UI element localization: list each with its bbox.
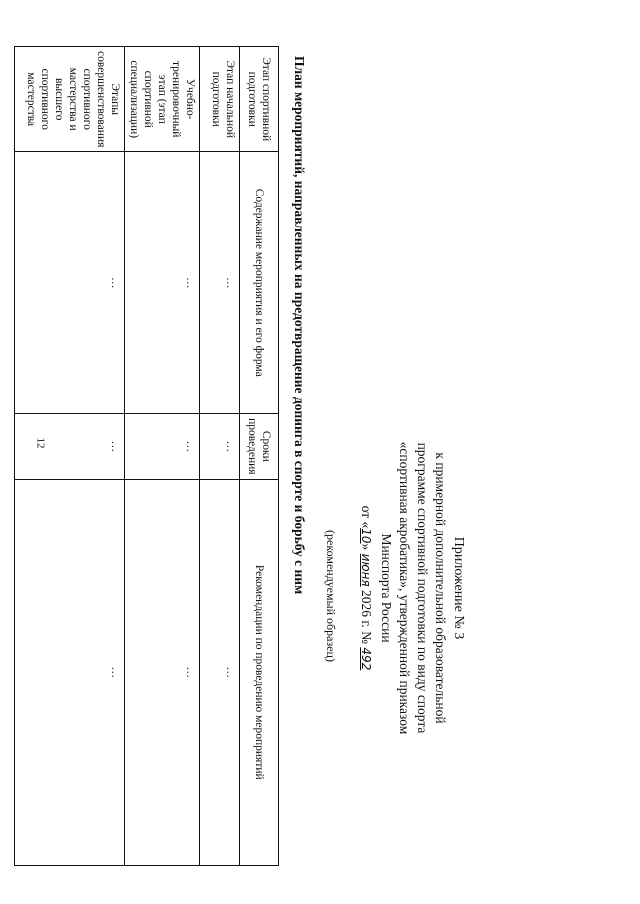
order-mid: » <box>359 543 374 551</box>
appendix-header <box>357 358 467 818</box>
order-day: 10 <box>359 528 373 544</box>
header-line-2: программе спортивной подготовки по виду спорта <box>415 442 430 734</box>
page-number: 12 <box>34 437 47 449</box>
sample-note: (рекомендуемый образец) <box>324 530 338 662</box>
table-header-row <box>240 47 279 866</box>
document-title: План мероприятий, направленных на предотвращение допинга в спорте и борьбу с ним <box>292 56 307 595</box>
row-content: … <box>15 152 125 414</box>
row-stage: Этап начальной подготовки <box>200 47 240 152</box>
table-row <box>15 47 125 866</box>
row-recommendations: … <box>125 479 200 865</box>
table-row <box>125 47 200 866</box>
order-number: 492 <box>359 647 373 671</box>
header-content: Содержание мероприятия и его форма <box>240 152 279 414</box>
header-term: Сроки проведения <box>240 414 279 480</box>
plan-table <box>14 46 279 866</box>
header-stage: Этап спортивной подготовки <box>240 47 279 152</box>
header-line-4: Минспорта России <box>379 533 394 643</box>
header-recommendations: Рекомендации по проведению мероприятий <box>240 479 279 865</box>
order-month: июня <box>359 553 373 587</box>
order-year: 2026 г. № <box>359 590 374 645</box>
order-prefix: от « <box>359 505 374 529</box>
rotated-document <box>25 36 475 866</box>
order-line <box>357 358 375 818</box>
row-recommendations: … <box>200 479 240 865</box>
row-content: … <box>125 152 200 414</box>
header-line-1: к примерной дополнительной образовательной <box>433 452 448 724</box>
row-stage: Этапы совершенствования спортивного мастерства и высшего спортивного мастерства <box>15 47 125 152</box>
table-row <box>200 47 240 866</box>
row-recommendations: … <box>15 479 125 865</box>
row-term: … <box>125 414 200 480</box>
row-stage: Учебно-тренировочный этап (этап спортивной специализации) <box>125 47 200 152</box>
row-term: … <box>15 414 125 480</box>
row-content: … <box>200 152 240 414</box>
header-line-3: «спортивная акробатика», утвержденной приказом <box>397 441 412 735</box>
row-term: … <box>200 414 240 480</box>
appendix-title: Приложение № 3 <box>451 536 466 640</box>
